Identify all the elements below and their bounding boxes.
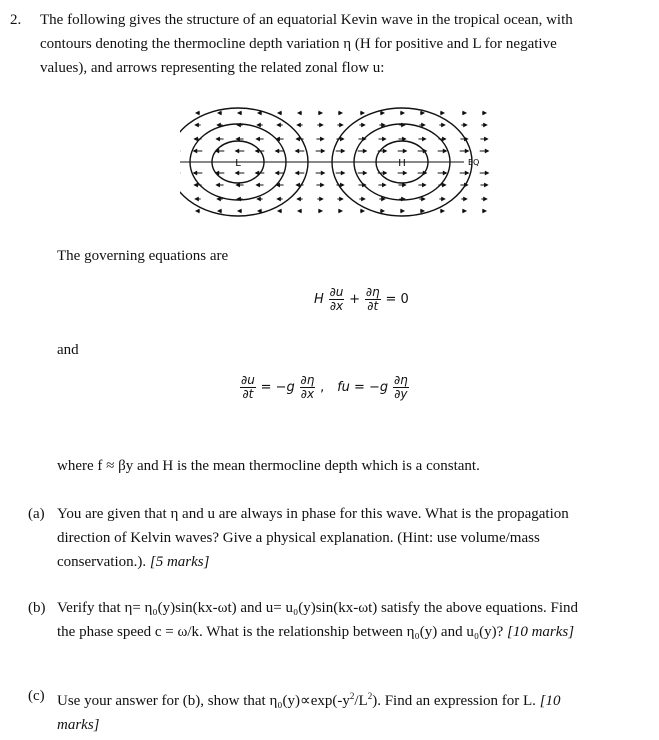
flow-arrow-head (443, 183, 446, 186)
flow-arrow-head (194, 149, 197, 152)
eq2-dy: ∂y (394, 387, 408, 401)
flow-arrow-head (278, 111, 281, 114)
equator-label: EQ (468, 158, 480, 167)
eq1-H: H (314, 292, 324, 307)
eq1-deta: ∂η (365, 285, 380, 299)
eq1-deta-dt (365, 286, 381, 313)
flow-arrow-head (296, 137, 299, 140)
intro-line-2: contours denoting the thermocline depth variation η (H for positive and L for negative (40, 36, 557, 52)
flow-arrow-head (321, 137, 324, 140)
eq2-dx: ∂x (300, 387, 315, 401)
flow-arrow-head (485, 171, 488, 174)
flow-arrow-head (381, 209, 384, 212)
question-intro (10, 8, 642, 80)
flow-arrow-head (421, 209, 424, 212)
flow-arrow-head (463, 111, 466, 114)
eq1-plus: + (349, 292, 361, 307)
part-c-line-1-pre: Use your answer for (b), show that η₀(y)∝exp(-y (57, 693, 350, 709)
flow-arrow-head (362, 197, 365, 200)
flow-arrow-head (422, 197, 425, 200)
eq2-eq-g: = −g (260, 380, 295, 395)
part-a (28, 502, 628, 574)
part-c-line-1-post: ). Find an expression for L. (372, 693, 536, 709)
flow-arrow-head (383, 183, 386, 186)
part-a-label: (a) (28, 506, 45, 522)
flow-arrow-head (441, 111, 444, 114)
flow-arrow-head (216, 183, 219, 186)
flow-arrow-head (276, 149, 279, 152)
flow-arrow-head (441, 209, 444, 212)
flow-arrow-head (403, 171, 406, 174)
and-text: and (57, 342, 79, 358)
high-label: H (398, 158, 406, 169)
part-c-label: (c) (28, 688, 45, 704)
flow-arrow-head (403, 183, 406, 186)
part-a-line-2: direction of Kelvin waves? Give a physical explanation. (Hint: use volume/mass (57, 530, 540, 546)
kelvin-wave-figure (180, 95, 510, 230)
eq1-dx: ∂x (329, 299, 344, 313)
flow-arrow-head (194, 171, 197, 174)
flow-arrow-head (483, 111, 486, 114)
flow-arrow-head (464, 123, 467, 126)
flow-arrow-head (256, 183, 259, 186)
part-a-marks: [5 marks] (149, 554, 210, 570)
flow-arrow-head (421, 111, 424, 114)
flow-arrow-head (277, 197, 280, 200)
flow-arrow-head (276, 171, 279, 174)
part-c-marks-2: marks] (57, 717, 100, 733)
flow-arrow-head (258, 111, 261, 114)
eq1-dt: ∂t (367, 299, 379, 313)
flow-arrow-head (296, 183, 299, 186)
flow-arrow-head (236, 183, 239, 186)
flow-arrow-head (296, 171, 299, 174)
flow-arrow-head (465, 171, 468, 174)
flow-arrow-head (401, 111, 404, 114)
part-c-marks-1: [10 (539, 693, 561, 709)
flow-arrow-head (218, 209, 221, 212)
flow-arrow-head (195, 197, 198, 200)
flow-arrow-head (485, 149, 488, 152)
equation-momentum (240, 374, 409, 401)
flow-arrow-head (423, 137, 426, 140)
flow-arrow-head (341, 149, 344, 152)
flow-arrow-head (463, 209, 466, 212)
flow-arrow-head (297, 197, 300, 200)
flow-arrow-head (256, 137, 259, 140)
flow-arrow-head (216, 137, 219, 140)
eq2-comma: , (320, 380, 325, 395)
flow-arrow-head (236, 171, 239, 174)
flow-arrow-head (362, 123, 365, 126)
flow-arrow-head (341, 183, 344, 186)
flow-arrow-head (465, 137, 468, 140)
flow-arrow-head (236, 149, 239, 152)
eq1-du: ∂u (329, 285, 344, 299)
eq2-deta: ∂η (300, 373, 315, 387)
eq2-deta-dy (393, 374, 409, 401)
flow-arrow-head (361, 111, 364, 114)
flow-arrow-head (258, 209, 261, 212)
flow-arrow-head (339, 111, 342, 114)
flow-arrow-head (485, 183, 488, 186)
flow-arrow-head (320, 123, 323, 126)
flow-arrow-head (443, 149, 446, 152)
flow-arrow-head (401, 209, 404, 212)
flow-arrow-head (340, 197, 343, 200)
flow-arrow-head (443, 171, 446, 174)
flow-arrow-head (319, 111, 322, 114)
flow-arrow-head (339, 209, 342, 212)
part-b (28, 596, 628, 644)
flow-arrow-head (442, 197, 445, 200)
flow-arrow-head (238, 111, 241, 114)
flow-arrow-head (321, 149, 324, 152)
flow-arrow-head (256, 171, 259, 174)
part-c-sup2: 2 (367, 691, 373, 701)
flow-arrow-head (363, 171, 366, 174)
flow-arrow-head (256, 149, 259, 152)
flow-arrow-head (195, 123, 198, 126)
eq1-rhs: = 0 (385, 292, 409, 307)
where-text: where f ≈ βy and H is the mean thermocline depth which is a constant. (57, 458, 480, 474)
flow-arrow-head (363, 149, 366, 152)
part-b-label: (b) (28, 600, 46, 616)
flow-arrow-head (277, 123, 280, 126)
flow-arrow-head (297, 123, 300, 126)
governing-text: The governing equations are (57, 248, 229, 264)
flow-arrow-head (194, 137, 197, 140)
part-b-line-2: the phase speed c = ω/k. What is the relationship between η₀(y) and u₀(y)? (57, 624, 504, 640)
flow-arrow-head (422, 123, 425, 126)
flow-arrow-head (236, 137, 239, 140)
flow-arrow-head (464, 197, 467, 200)
flow-arrow-head (361, 209, 364, 212)
part-a-line-3: conservation.). (57, 554, 147, 570)
flow-arrow-head (257, 123, 260, 126)
part-b-marks: [10 marks] (506, 624, 575, 640)
flow-arrow-head (465, 183, 468, 186)
flow-arrow-head (341, 137, 344, 140)
flow-arrow-head (465, 149, 468, 152)
eq2-dt: ∂t (242, 387, 254, 401)
flow-arrow-head (278, 209, 281, 212)
flow-arrow-head (257, 197, 260, 200)
low-label: L (235, 158, 241, 169)
flow-arrow-head (381, 111, 384, 114)
flow-arrow-head (423, 183, 426, 186)
part-a-line-1: You are given that η and u are always in phase for this wave. What is the propagation (57, 506, 569, 522)
eq2-deta2: ∂η (393, 373, 408, 387)
flow-arrow-head (320, 197, 323, 200)
flow-arrow-head (484, 123, 487, 126)
flow-arrow-head (485, 137, 488, 140)
flow-arrow-head (319, 209, 322, 212)
flow-arrow-head (341, 171, 344, 174)
intro-line-3: values), and arrows representing the related zonal flow u: (40, 60, 385, 76)
question-number: 2. (10, 12, 22, 28)
flow-arrow-head (443, 137, 446, 140)
flow-arrow-head (217, 123, 220, 126)
flow-arrow-head (196, 111, 199, 114)
equation-continuity (314, 286, 409, 313)
flow-arrow-head (298, 209, 301, 212)
flow-arrow-head (383, 171, 386, 174)
flow-arrow-head (403, 137, 406, 140)
part-c (28, 684, 628, 737)
flow-arrow-head (383, 137, 386, 140)
intro-line-1: The following gives the structure of an equatorial Kevin wave in the tropical ocean, with (40, 12, 573, 28)
eq2-deta-dx (300, 374, 316, 401)
flow-arrow-head (217, 197, 220, 200)
flow-arrow-head (298, 111, 301, 114)
flow-arrow-head (296, 149, 299, 152)
flow-arrow-head (321, 183, 324, 186)
flow-arrow-head (340, 123, 343, 126)
part-c-sup: 2 (349, 691, 355, 701)
part-b-line-1: Verify that η= η₀(y)sin(kx-ωt) and u= u₀(y)sin(kx-ωt) satisfy the above equations. Find (57, 600, 579, 616)
flow-arrow-head (218, 111, 221, 114)
eq2-fu: fu = −g (337, 380, 389, 395)
flow-arrow-head (321, 171, 324, 174)
flow-arrow-head (403, 149, 406, 152)
eq2-du-dt (240, 374, 256, 401)
eq2-du: ∂u (241, 373, 255, 387)
flow-arrow-head (194, 183, 197, 186)
flow-arrow-head (383, 149, 386, 152)
flow-arrow-head (196, 209, 199, 212)
eq1-du-dx (329, 286, 345, 313)
flow-arrow-head (238, 209, 241, 212)
flow-arrow-head (484, 197, 487, 200)
flow-arrow-head (442, 123, 445, 126)
flow-arrow-head (483, 209, 486, 212)
part-c-line-1-mid: /L (354, 693, 368, 709)
